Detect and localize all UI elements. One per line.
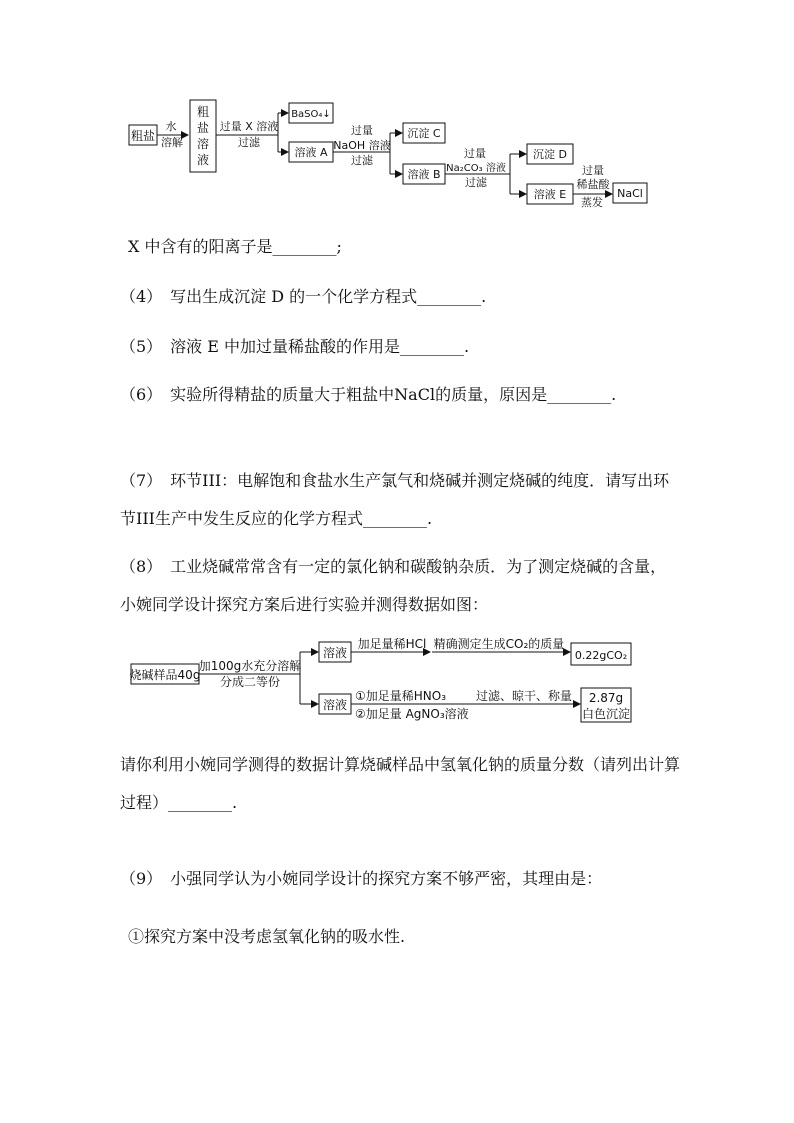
baso4-label: BaSO₄↓ xyxy=(291,109,331,120)
na2co3-solution-label: Na₂CO₃ 溶液 xyxy=(446,163,506,174)
nacl-label: NaCl xyxy=(617,187,643,200)
filter-label: 过滤 xyxy=(238,136,260,149)
add-agno3-label: ②加足量 AgNO₃溶液 xyxy=(355,707,469,721)
crude-solution-char: 粗 xyxy=(196,105,210,119)
naoh-test-diagram xyxy=(0,630,794,740)
precip-mass-label: 2.87g xyxy=(588,691,624,705)
crude-salt-label: 粗盐 xyxy=(130,129,156,143)
question-8-calculation: 请你利用小婉同学测得的数据计算烧碱样品中氢氧化钠的质量分数（请列出计算过程）________. xyxy=(120,755,681,812)
co2-mass-label: 0.22gCO₂ xyxy=(574,649,628,662)
dilute-hcl-label: 稀盐酸 xyxy=(576,178,610,191)
crude-solution-char: 溶 xyxy=(196,137,210,151)
filter-label-2: 过滤 xyxy=(351,154,373,167)
question-9-reason-1: ①探究方案中没考虑氢氧化钠的吸水性. xyxy=(128,927,406,946)
excess-label-2: 过量 xyxy=(351,124,373,137)
purification-flow-diagram xyxy=(0,0,794,220)
sample-label: 烧碱样品40g xyxy=(129,668,201,682)
question-7: （7） 环节III：电解饱和食盐水生产氯气和烧碱并测定烧碱的纯度．请写出环节III生产中发生反应的化学方程式________. xyxy=(120,471,670,528)
solution-b-label: 溶液 B xyxy=(407,168,441,181)
excess-label-3: 过量 xyxy=(464,147,486,160)
dissolve-label: 溶解 xyxy=(161,136,183,149)
measure-co2-label: 精确测定生成CO₂的质量 xyxy=(433,637,565,651)
crude-solution-char: 盐 xyxy=(196,121,210,135)
white-precip-label: 白色沉淀 xyxy=(581,707,631,721)
precip-c-label: 沉淀 C xyxy=(407,127,441,140)
excess-label-4: 过量 xyxy=(582,164,604,177)
question-9: （9） 小强同学认为小婉同学设计的探究方案不够严密，其理由是： xyxy=(120,869,603,888)
water-label: 水 xyxy=(165,120,177,133)
question-4: （4） 写出生成沉淀 D 的一个化学方程式________. xyxy=(120,287,487,306)
split-label: 分成二等份 xyxy=(219,675,281,689)
process-label: 过滤、晾干、称量 xyxy=(475,689,573,703)
solution-e-label: 溶液 E xyxy=(533,188,567,201)
solution-label-2: 溶液 xyxy=(322,698,348,712)
question-5: （5） 溶液 E 中加过量稀盐酸的作用是________. xyxy=(120,337,470,356)
crude-solution-char: 液 xyxy=(196,153,210,167)
question-8: （8） 工业烧碱常常含有一定的氯化钠和碳酸钠杂质．为了测定烧碱的含量，小婉同学设计探究方案后进行实验并测得数据如图： xyxy=(120,557,667,614)
excess-x-label: 过量 X 溶液 xyxy=(219,120,279,133)
dissolve-label: 加100g水充分溶解 xyxy=(198,659,302,673)
filter-label-3: 过滤 xyxy=(465,176,487,189)
question-6: （6） 实验所得精盐的质量大于粗盐中NaCl的质量，原因是________. xyxy=(120,385,617,404)
question-x-cation: X 中含有的阳离子是________; xyxy=(128,237,342,256)
add-hno3-label: ①加足量稀HNO₃ xyxy=(355,689,447,703)
add-hcl-label: 加足量稀HCl xyxy=(357,637,427,651)
solution-a-label: 溶液 A xyxy=(294,146,328,159)
naoh-solution-label: NaOH 溶液 xyxy=(333,139,391,152)
precip-d-label: 沉淀 D xyxy=(533,148,567,161)
evaporate-label: 蒸发 xyxy=(581,196,603,209)
solution-label-1: 溶液 xyxy=(322,646,348,660)
